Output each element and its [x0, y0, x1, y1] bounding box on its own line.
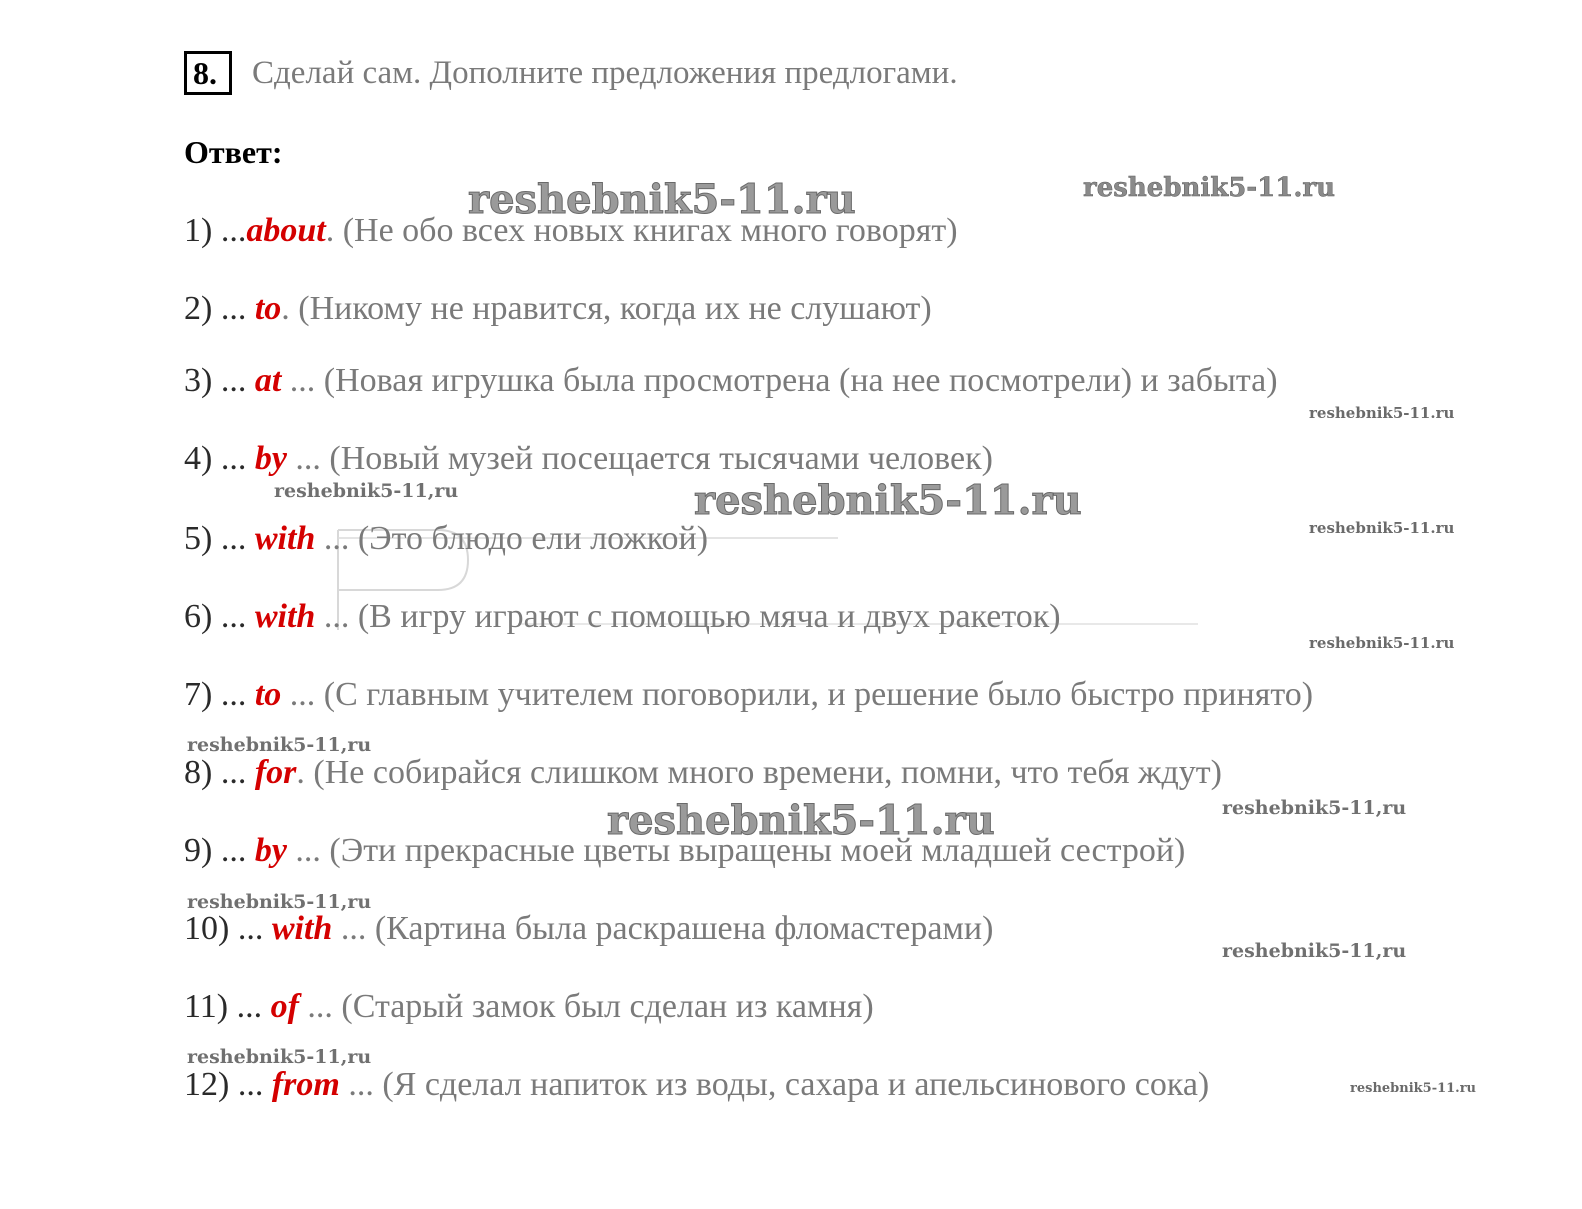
watermark: reshebnik5-11.ru — [1309, 404, 1455, 422]
task-instruction: Сделай сам. Дополните предложения предлогами. — [252, 54, 958, 91]
watermark: reshebnik5-11.ru — [694, 477, 1082, 524]
answer-line-5: 5) ... with ... (Это блюдо ели ложкой) — [184, 520, 709, 557]
watermark: reshebnik5-11,ru — [187, 891, 372, 913]
answer-line-11: 11) ... of ... (Старый замок был сделан из камня) — [184, 988, 874, 1025]
watermark: reshebnik5-11.ru — [1309, 519, 1455, 537]
watermark: reshebnik5-11.ru — [607, 797, 995, 844]
answer-line-12: 12) ... from ... (Я сделал напиток из воды, сахара и апельсинового сока) — [184, 1066, 1210, 1103]
answer-word: with — [254, 598, 316, 635]
watermark: reshebnik5-11,ru — [1222, 940, 1407, 962]
answer-line-9: 9) ... by ... (Эти прекрасные цветы выращены моей младшей сестрой) — [184, 832, 1186, 869]
answer-word: to — [254, 290, 282, 327]
watermark: reshebnik5-11.ru — [468, 176, 856, 223]
answer-word: of — [270, 988, 299, 1025]
watermark: reshebnik5-11.ru — [1350, 1081, 1477, 1096]
answer-word: from — [271, 1066, 340, 1103]
task-header — [184, 50, 958, 96]
answer-word: for — [254, 754, 297, 791]
answer-label: Ответ: — [184, 134, 283, 170]
answer-line-4: 4) ... by ... (Новый музей посещается тысячами человек) — [184, 440, 993, 477]
answer-line-8: 8) ... for. (Не собирайся слишком много времени, помни, что тебя ждут) — [184, 754, 1222, 791]
answer-word: by — [254, 440, 287, 477]
answer-word: by — [254, 832, 287, 869]
watermark: reshebnik5-11.ru — [1083, 173, 1336, 203]
answer-line-3: 3) ... at ... (Новая игрушка была просмотрена (на нее посмотрели) и забыта) — [184, 362, 1278, 399]
answer-line-7: 7) ... to ... (С главным учителем поговорили, и решение было быстро принято) — [184, 676, 1314, 713]
answer-word: about — [246, 212, 326, 249]
task-number-box: 8. — [184, 51, 232, 95]
answer-line-1: 1) ...about. (Не обо всех новых книгах много говорят) — [184, 212, 958, 249]
watermark: reshebnik5-11,ru — [187, 734, 372, 756]
answer-word: with — [254, 520, 316, 557]
watermark: reshebnik5-11,ru — [187, 1046, 372, 1068]
answer-line-6: 6) ... with ... (В игру играют с помощью мяча и двух ракеток) — [184, 598, 1061, 635]
watermark: reshebnik5-11,ru — [274, 480, 459, 502]
answer-word: with — [271, 910, 333, 947]
watermark: reshebnik5-11,ru — [1222, 797, 1407, 819]
answer-line-10: 10) ... with ... (Картина была раскрашена фломастерами) — [184, 910, 994, 947]
watermark: reshebnik5-11.ru — [1309, 634, 1455, 652]
answer-word: at — [254, 362, 282, 399]
answer-line-2: 2) ... to. (Никому не нравится, когда их не слушают) — [184, 290, 932, 327]
answer-word: to — [254, 676, 282, 713]
